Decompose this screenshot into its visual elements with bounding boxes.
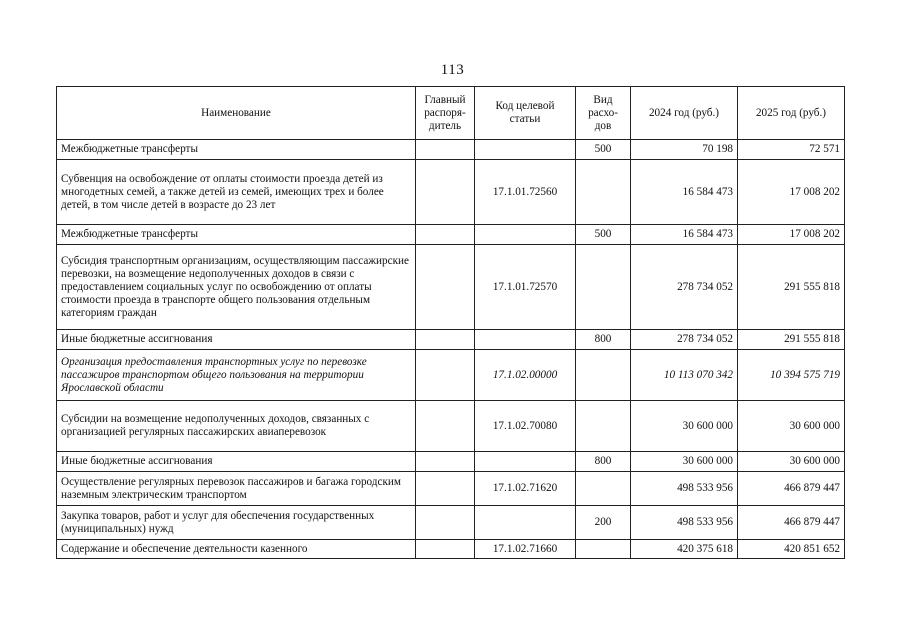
row-manager	[416, 160, 475, 225]
row-kind: 500	[576, 140, 631, 160]
row-name: Субсидии на возмещение недополученных доходов, связанных с организацией регулярных пассажирских авиаперевозок	[57, 401, 416, 452]
row-code	[475, 506, 576, 540]
row-kind	[576, 245, 631, 330]
header-2024: 2024 год (руб.)	[631, 87, 738, 140]
row-manager	[416, 401, 475, 452]
row-kind: 500	[576, 225, 631, 245]
row-name: Осуществление регулярных перевозок пассажиров и багажа городским наземным электрическим транспортом	[57, 472, 416, 506]
row-2025: 17 008 202	[738, 160, 845, 225]
row-code	[475, 225, 576, 245]
row-manager	[416, 245, 475, 330]
table-row	[57, 245, 845, 330]
row-2024: 10 113 070 342	[631, 350, 738, 401]
page-number: 113	[440, 62, 465, 78]
header-kind: Вид расхо-дов	[576, 87, 631, 140]
row-name: Организация предоставления транспортных услуг по перевозке пассажиров транспортом общего пользования на территории Ярославской области	[57, 350, 416, 401]
row-kind: 200	[576, 506, 631, 540]
table-row	[57, 330, 845, 350]
row-kind	[576, 401, 631, 452]
row-2024: 278 734 052	[631, 330, 738, 350]
row-code: 17.1.02.71620	[475, 472, 576, 506]
row-code: 17.1.01.72570	[475, 245, 576, 330]
row-manager	[416, 330, 475, 350]
row-code: 17.1.02.71660	[475, 540, 576, 559]
row-kind	[576, 540, 631, 559]
row-2025: 30 600 000	[738, 401, 845, 452]
row-2025: 291 555 818	[738, 330, 845, 350]
row-2025: 291 555 818	[738, 245, 845, 330]
row-manager	[416, 140, 475, 160]
row-name: Содержание и обеспечение деятельности казенного	[57, 540, 416, 559]
header-code: Код целевой статьи	[475, 87, 576, 140]
row-2025: 72 571	[738, 140, 845, 160]
row-name: Межбюджетные трансферты	[57, 225, 416, 245]
row-2025: 466 879 447	[738, 506, 845, 540]
row-2024: 30 600 000	[631, 452, 738, 472]
row-2025: 420 851 652	[738, 540, 845, 559]
row-2024: 16 584 473	[631, 225, 738, 245]
row-manager	[416, 472, 475, 506]
row-code: 17.1.02.70080	[475, 401, 576, 452]
row-name: Межбюджетные трансферты	[57, 140, 416, 160]
table-row	[57, 160, 845, 225]
table-row	[57, 140, 845, 160]
table-row	[57, 472, 845, 506]
row-2024: 498 533 956	[631, 506, 738, 540]
row-manager	[416, 452, 475, 472]
table-row	[57, 452, 845, 472]
row-2024: 498 533 956	[631, 472, 738, 506]
row-2024: 420 375 618	[631, 540, 738, 559]
row-2025: 30 600 000	[738, 452, 845, 472]
budget-table	[56, 86, 845, 559]
row-kind: 800	[576, 330, 631, 350]
row-manager	[416, 225, 475, 245]
header-name: Наименование	[57, 87, 416, 140]
row-kind: 800	[576, 452, 631, 472]
row-code	[475, 452, 576, 472]
table-row	[57, 506, 845, 540]
table-row	[57, 350, 845, 401]
row-code: 17.1.01.72560	[475, 160, 576, 225]
row-code: 17.1.02.00000	[475, 350, 576, 401]
row-name: Иные бюджетные ассигнования	[57, 452, 416, 472]
row-2024: 278 734 052	[631, 245, 738, 330]
row-manager	[416, 506, 475, 540]
row-name: Субсидия транспортным организациям, осуществляющим пассажирские перевозки, на возмещение недополученных доходов в связи с предоставлением социальных услуг по освобождению от оплаты стоимости проезда в транспорте общего пользования отдельным категориям граждан	[57, 245, 416, 330]
header-manager: Главный распоря-дитель	[416, 87, 475, 140]
row-2025: 17 008 202	[738, 225, 845, 245]
row-2024: 16 584 473	[631, 160, 738, 225]
row-code	[475, 330, 576, 350]
table-row	[57, 401, 845, 452]
row-2025: 466 879 447	[738, 472, 845, 506]
table-row	[57, 540, 845, 559]
row-kind	[576, 472, 631, 506]
header-2025: 2025 год (руб.)	[738, 87, 845, 140]
table-header-row	[57, 87, 845, 140]
row-name: Закупка товаров, работ и услуг для обеспечения государственных (муниципальных) нужд	[57, 506, 416, 540]
row-kind	[576, 160, 631, 225]
row-kind	[576, 350, 631, 401]
row-name: Иные бюджетные ассигнования	[57, 330, 416, 350]
table-row	[57, 225, 845, 245]
row-code	[475, 140, 576, 160]
row-2025: 10 394 575 719	[738, 350, 845, 401]
row-2024: 70 198	[631, 140, 738, 160]
row-2024: 30 600 000	[631, 401, 738, 452]
row-name: Субвенция на освобождение от оплаты стоимости проезда детей из многодетных семей, а также детей из семей, имеющих трех и более детей, в том числе детей в возрасте до 23 лет	[57, 160, 416, 225]
row-manager	[416, 350, 475, 401]
row-manager	[416, 540, 475, 559]
